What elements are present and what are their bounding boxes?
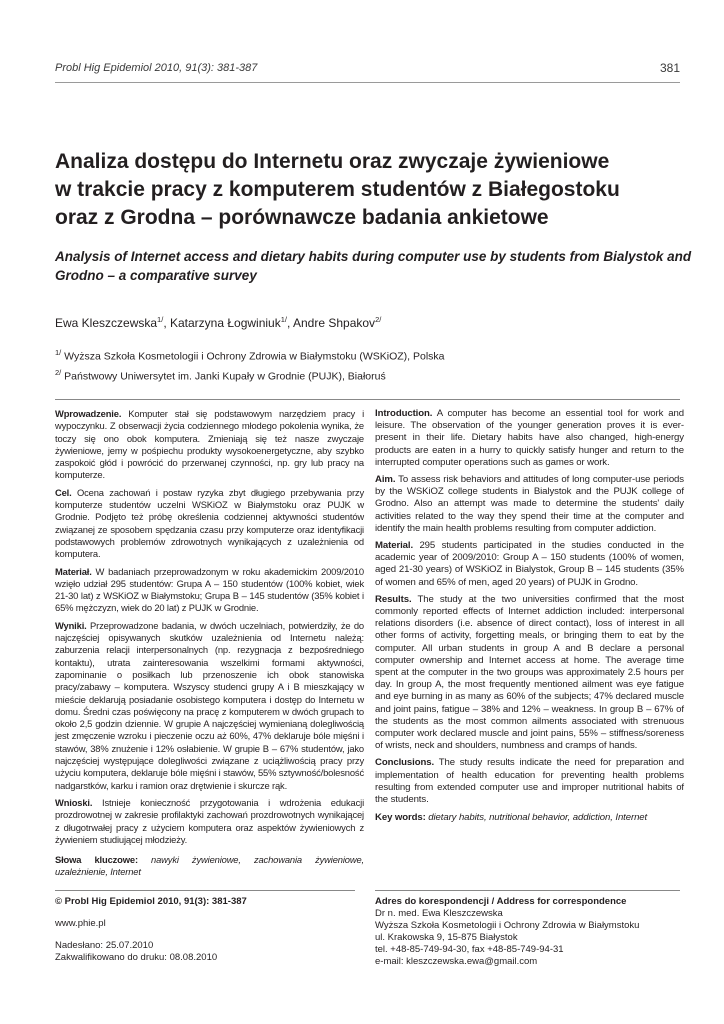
abstract-english xyxy=(375,408,684,830)
correspondence-line: tel. +48-85-749-94-30, fax +48-85-749-94-31 xyxy=(375,944,564,955)
correspondence-line: ul. Krakowska 9, 15-875 Białystok xyxy=(375,932,518,943)
author-separator: , xyxy=(286,316,293,330)
abstract-section xyxy=(375,757,684,806)
abstract-section xyxy=(55,566,364,615)
keywords-text: dietary habits, nutritional behavior, addiction, Internet xyxy=(425,812,648,824)
affiliation-mark: 2/ xyxy=(55,367,62,377)
abstract-section xyxy=(375,474,684,535)
affiliation xyxy=(55,345,445,365)
affiliation-text: Wyższa Szkoła Kosmetologii i Ochrony Zdrowia w Białymstoku (WSKiOZ), Polska xyxy=(61,350,445,363)
author-name: Andre Shpakov xyxy=(293,316,376,330)
section-label: Results. xyxy=(375,593,412,605)
title-line: oraz z Grodna – porównawcze badania ankietowe xyxy=(55,206,549,229)
affiliation-text: Państwowy Uniwersytet im. Janki Kupały w Grodnie (PUJK), Białoruś xyxy=(61,370,386,382)
section-label: Conclusions. xyxy=(375,757,435,769)
section-label: Introduction. xyxy=(375,408,433,419)
keywords-text: nawyki żywieniowe, zachowania żywieniowe, uzależnienie, Internet xyxy=(55,854,364,878)
author-affiliation-mark: 2/ xyxy=(375,315,382,324)
section-text: Istnieje konieczność przygotowania i wdrożenia edukacji prozdrowotnej w zakresie profilaktyki zachowań prozdrowotnych wynikającej z długotrwałej pracy z użyciem komputera oraz aspektów żywieniowych z żywieniem studiującej młodzieży. xyxy=(55,796,364,845)
affiliation-mark: 1/ xyxy=(55,348,62,357)
title-line: w trakcie pracy z komputerem studentów z Białegostoku xyxy=(55,178,620,201)
section-label: Wnioski. xyxy=(55,796,93,808)
abstract-section xyxy=(375,408,684,469)
correspondence-heading: Adres do korespondencji / Address for correspondence xyxy=(375,896,627,907)
abstract-section xyxy=(55,620,364,792)
article-title-polish xyxy=(55,148,685,232)
correspondence-email[interactable]: e-mail: kleszczewska.ewa@gmail.com xyxy=(375,956,538,967)
correspondence-line: Dr n. med. Ewa Kleszczewska xyxy=(375,908,503,919)
section-label: Materiał. xyxy=(55,565,92,577)
abstract-top-divider xyxy=(55,399,680,400)
section-label: Material. xyxy=(375,540,414,552)
section-text: The study results indicate the need for preparation and implementation of health education for preventing health problems resulting from extended computer use and improper nutritional habits of the students. xyxy=(375,757,684,806)
author-name: Ewa Kleszczewska xyxy=(55,316,158,330)
keywords-polish xyxy=(55,854,364,879)
keywords-english xyxy=(375,812,684,824)
keywords-label: Słowa kluczowe: xyxy=(55,854,138,866)
page-number: 381 xyxy=(659,61,680,75)
journal-website[interactable]: www.phie.pl xyxy=(55,918,106,929)
author-separator: , xyxy=(163,316,170,330)
section-text: Komputer stał się podstawowym narzędziem pracy i wypoczynku. Z obserwacji życia codziennego młodego pokolenia wynika, że toczy się ono obok komputera. Zmieniają się też nasze zwyczaje żywieniowe, jemy w pośpiechu produkty wysokoenergetyczne, aby szybko zaspokoić głód i powrócić do przerwanej czynności, np. gry lub pracy na komputerze. xyxy=(55,408,364,481)
author-affiliation-mark: 1/ xyxy=(157,315,164,324)
section-text: W badaniach przeprowadzonym w roku akademickim 2009/2010 wzięło udział 295 studentów: Grupa A – 150 studentów (100% kobiet, wiek 21-30 lat) z WSKiOZ w Białymstoku; Grupa B – 145 studentów (35% kobiet i 65% mężczyzn, wiek do 20 lat) z PUJK w Grodnie. xyxy=(55,565,364,614)
section-label: Wyniki. xyxy=(55,619,87,631)
correspondence-line: Wyższa Szkoła Kosmetologii i Ochrony Zdrowia w Białymstoku xyxy=(375,920,640,931)
footer-divider-right xyxy=(375,890,680,891)
affiliations xyxy=(55,345,445,384)
footer-divider-left xyxy=(55,890,355,891)
section-text: Ocena zachowań i postaw ryzyka zbyt długiego przebywania przy komputerze studentów uczelni WSKiOZ w Białymstoku oraz PUJK w Grodnie. Podjęto też próbę określenia codziennej aktywności studentów związanej ze sposobem spędzania czasu przy komputerze oraz identyfikacji podstawowych problemów zdrowotnych wynikających z uzależnienia od komputera. xyxy=(55,486,364,560)
author-list xyxy=(55,315,381,330)
abstract-section xyxy=(375,594,684,753)
affiliation xyxy=(55,365,445,385)
publication-info xyxy=(55,896,355,964)
abstract-polish xyxy=(55,408,364,884)
abstract-section xyxy=(375,540,684,589)
section-text: Przeprowadzone badania, w dwóch uczelniach, potwierdziły, że do najczęściej opisywanych skutków uzależnienia od Internetu należą: zaburzenia relacji interpersonalnych (np. rezygnacja z bezpośredniego kontaktu), utrata zainteresowania wszelkimi formami aktywności, zapominanie o posiłkach lub przenoszenie ich obok stanowiska pracy/zabawy – komputera. Wszyscy studenci grupy A i B mieszkający w mieście deklarują posiadanie osobistego komputera i dostęp do Internetu w domu. Średni czas poświęcony na pracę z komputerem w dwóch grupach to około 2,5 godzin dziennie. W grupie A najczęściej wymienianą dolegliwością jest zmęczenie wzroku i pieczenie oczu aż 60%, 47% deklaruje bóle mięśni i stawów, 38% znużenie i 12% osłabienie. W grupie B – 67% studentów, jako najczęściej występujące dolegliwości związane z uciążliwością pracy przy użyciu komputera, deklaruje bóle mięśni i stawów, 55% sztywność/bolesność nadgarstków, karku i ramion oraz drętwienie i skurcze rąk. xyxy=(55,619,364,791)
section-label: Cel. xyxy=(55,486,72,498)
title-line: Analiza dostępu do Internetu oraz zwyczaje żywieniowe xyxy=(55,150,610,173)
received-date: Nadesłano: 25.07.2010 xyxy=(55,940,154,951)
abstract-section xyxy=(55,487,364,561)
copyright: © Probl Hig Epidemiol 2010, 91(3): 381-387 xyxy=(55,896,247,907)
section-text: The study at the two universities confirmed that the most commonly reported effects of Internet addiction included: interpersonal relations disorders (i.e. absence of direct contact), loss of interest in all other forms of activity, forgetting meals, or bringing them to eat by the computer. All urban students in group A and B declare a personal computer ownership and Internet access at home. The average time spent at the computer in the two groups was approximately 2.5 hours per day. In group A, the most frequently mentioned ailment was eye fatigue and eye burning in as many as 60% of the subjects; 47% declared muscle and joint pains, fatigue – 38% and 12% – weakness. In group B – 67% of the students as the most common ailments associated with strenuous computer work declared muscle and joint pains, 55% – stiffness/soreness of wrists, neck and shoulders, numbness and cramps of hands. xyxy=(375,593,684,752)
section-label: Aim. xyxy=(375,474,396,486)
section-text: To assess risk behaviors and attitudes of long computer-use periods by the WSKiOZ college students in Bialystok and the PUJK college of Grodno. Also an attempt was made to determine the students' daily activities related to the way they spend their time at the computer and identify the main health problems resulting from computer addiction. xyxy=(375,474,684,534)
author-affiliation-mark: 1/ xyxy=(280,315,287,324)
abstract-section xyxy=(55,797,364,846)
keywords-label: Key words: xyxy=(375,812,426,824)
running-header-citation: Probl Hig Epidemiol 2010, 91(3): 381-387 xyxy=(55,62,258,74)
section-text: 295 students participated in the studies conducted in the academic year of 2009/2010: Group A – 150 students (100% of women, aged 21-30 years) of WSKiOZ in Bialystok, Group B – 145 students (35% of women and 65% of men, aged 20 years) of PUJK in Grodno. xyxy=(375,540,684,588)
section-text: A computer has become an essential tool for work and leisure. The observation of the younger generation proves it is ever-present in their life. Dietary habits have also changed, high-energy products are eaten in a hurry to quickly satisfy hunger and return to the interrupted computer operations such as games or work. xyxy=(375,408,684,468)
abstract-section xyxy=(55,408,364,482)
article-title-english: Analysis of Internet access and dietary habits during computer use by students from Bialystok and Grodno – a comparative survey xyxy=(55,249,692,283)
section-label: Wprowadzenie. xyxy=(55,408,122,419)
correspondence-address xyxy=(375,896,675,968)
author-name: Katarzyna Łogwiniuk xyxy=(169,316,281,330)
header-divider xyxy=(55,82,680,83)
accepted-date: Zakwalifikowano do druku: 08.08.2010 xyxy=(55,952,218,963)
